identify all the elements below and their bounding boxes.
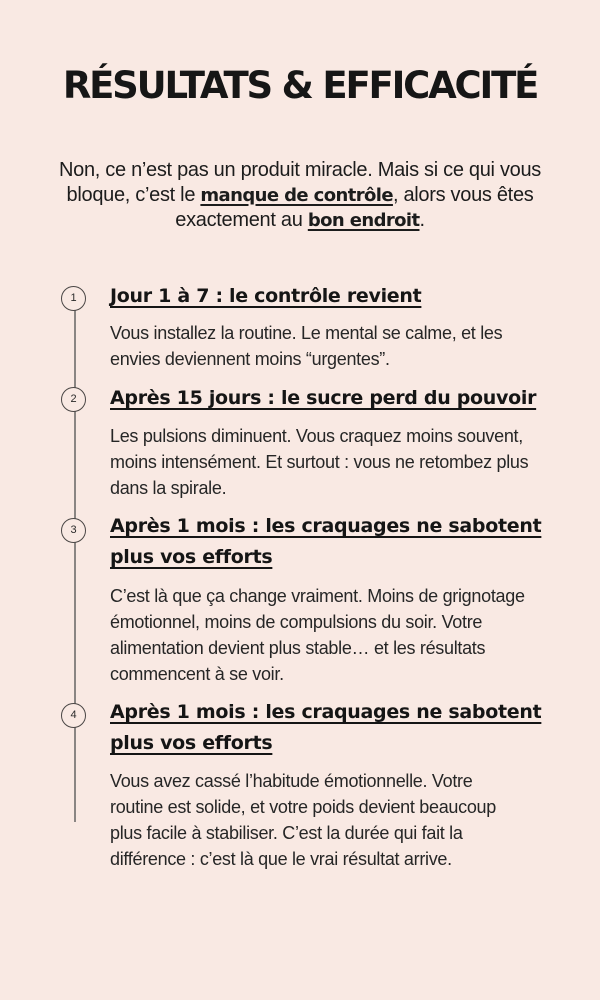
intro-paragraph xyxy=(30,158,570,233)
step-title: Jour 1 à 7 : le contrôle revient xyxy=(110,285,422,307)
step-title: Après 15 jours : le sucre perd du pouvoir xyxy=(110,387,537,409)
step-description: C’est là que ça change vraiment. Moins de grignotage émotionnel, moins de compulsions du soir. Votre alimentation devient plus stable… et les résultats commencent à se voir. xyxy=(110,586,525,684)
intro-text-middle: , alors vous êtes exactement au xyxy=(175,184,534,231)
intro-text-start: Non, ce n’est pas un produit miracle. Mais si ce qui vous bloque, c’est le xyxy=(58,159,542,206)
step-description: Vous installez la routine. Le mental se calme, et les envies deviennent moins “urgentes”. xyxy=(110,323,503,369)
step-number-badge: 4 xyxy=(61,703,86,728)
step-description: Vous avez cassé l’habitude émotionnelle. Votre routine est solide, et votre poids devient beaucoup plus facile à stabiliser. C’est la durée qui fait la différence : c’est là que le vrai résultat arrive. xyxy=(110,771,496,869)
step-title: Après 1 mois : les craquages ne sabotent plus vos efforts xyxy=(110,515,542,568)
step-number-badge: 3 xyxy=(61,518,86,543)
page-title: RÉSULTATS & EFFICACITÉ xyxy=(62,64,538,107)
intro-text-end: . xyxy=(419,209,425,231)
intro-highlight-place: bon endroit xyxy=(307,210,420,231)
timeline-line xyxy=(74,308,76,822)
step-number-badge: 1 xyxy=(61,286,86,311)
step-title: Après 1 mois : les craquages ne sabotent plus vos efforts xyxy=(110,701,542,754)
step-number-badge: 2 xyxy=(61,387,86,412)
intro-highlight-control: manque de contrôle xyxy=(200,185,393,206)
step-description: Les pulsions diminuent. Vous craquez moins souvent, moins intensément. Et surtout : vous ne retombez plus dans la spirale. xyxy=(110,426,529,498)
